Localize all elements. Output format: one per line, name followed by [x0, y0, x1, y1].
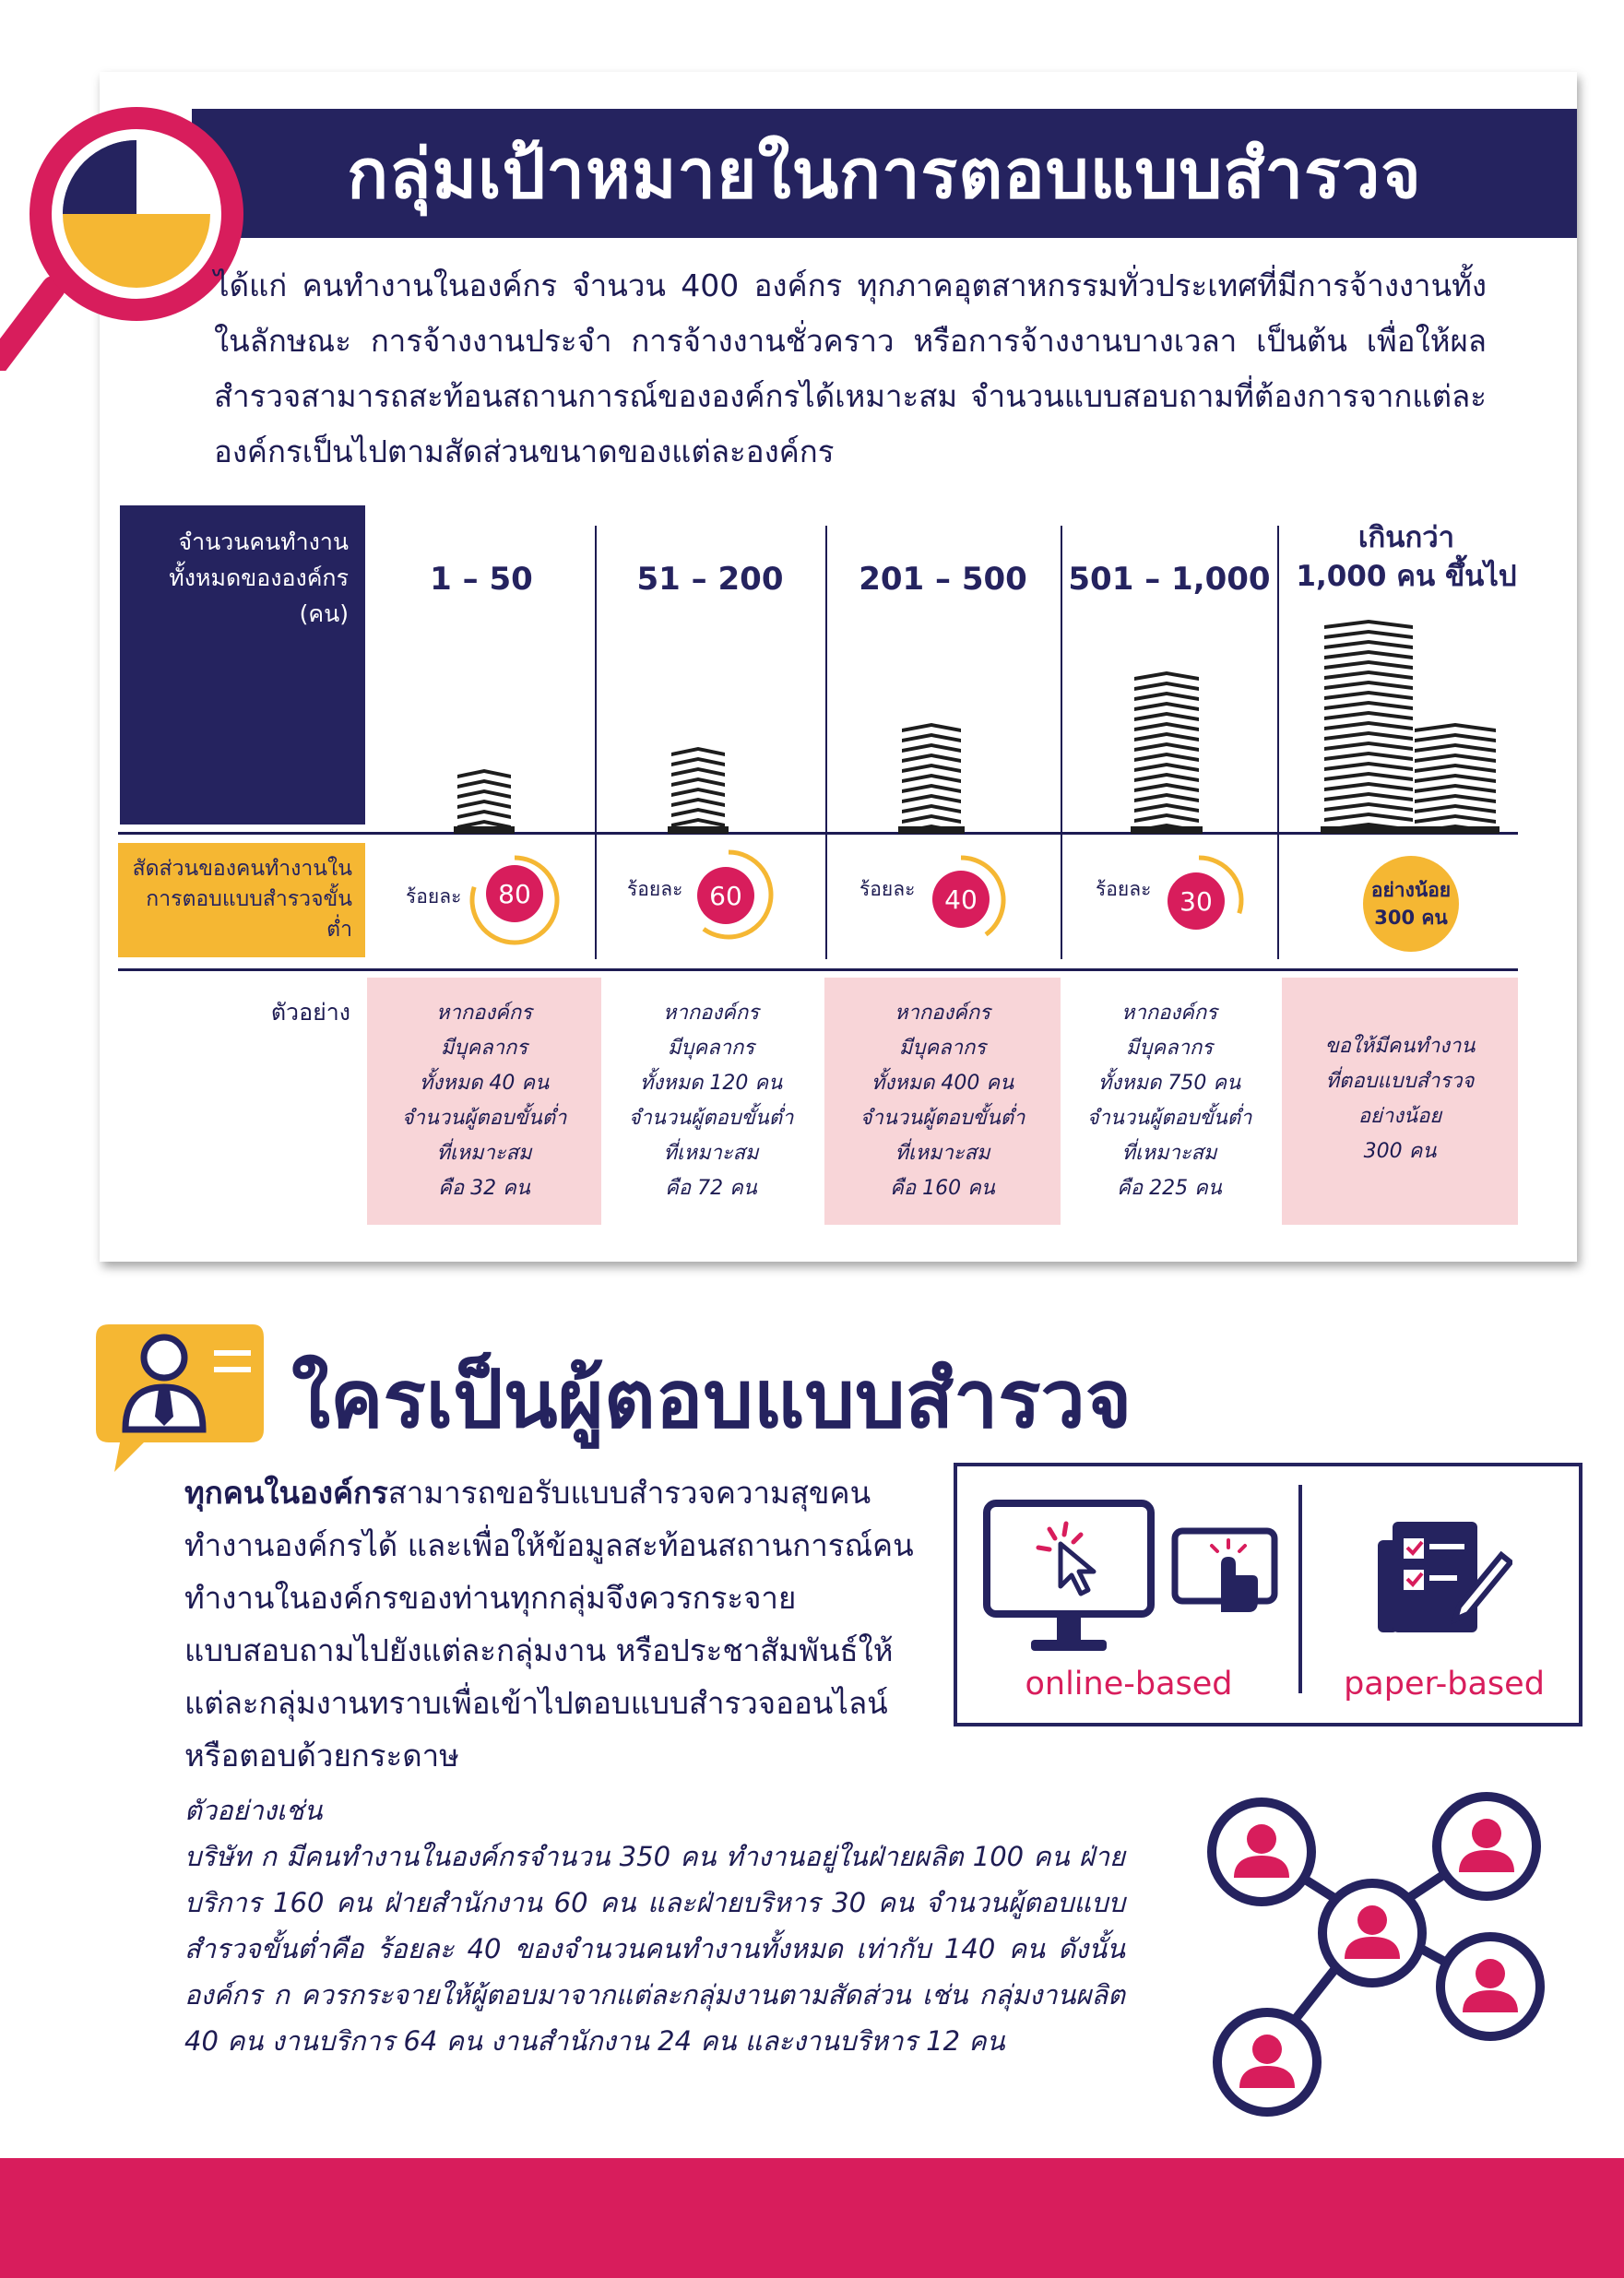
network-node	[1212, 1802, 1311, 1902]
method-divider	[1298, 1485, 1302, 1693]
example-box-3	[824, 978, 1061, 1225]
row-header-employees: จำนวนคนทำงานทั้งหมดขององค์กร (คน)	[120, 505, 365, 825]
col-head-2: 51 – 200	[636, 561, 784, 598]
example-line: 300 คน	[1363, 1140, 1437, 1163]
respondent-chat-icon	[89, 1321, 267, 1474]
building-tower	[1411, 723, 1500, 834]
example-line: มีบุคลากร	[440, 1037, 528, 1060]
ratio-min-line2: 300 คน	[1374, 907, 1448, 929]
section2-text-rest: สามารถขอรับแบบสำรวจความสุขคนทำงานองค์กรได้ และเพื่อให้ข้อมูลสะท้อนสถานการณ์คนทำงานในองค์กรของท่านทุกกลุ่มจึงควรกระจายแบบสอบถามไปยังแต่ละกลุ่มงาน หรือประชาสัมพันธ์ให้แต่ละกลุ่มงานทราบเพื่อเข้าไปตอบแบบสำรวจออนไลน์หรือตอบด้วยกระดาษ	[184, 1475, 914, 1774]
row-header-example: ตัวอย่าง	[270, 999, 350, 1026]
ratio-value: 60	[697, 867, 754, 924]
example-line: ขอให้มีคนทำงาน	[1324, 1035, 1476, 1058]
footer-bar	[0, 2158, 1624, 2278]
section2-text	[184, 1466, 933, 1782]
example-line: ทั้งหมด 120 คน	[639, 1072, 783, 1095]
computer-click-icon	[981, 1498, 1156, 1660]
network-node	[1440, 1937, 1540, 2036]
example-line: ทั้งหมด 40 คน	[419, 1072, 550, 1095]
example-line: คือ 72 คน	[665, 1177, 757, 1200]
col-divider	[825, 526, 827, 959]
network-node	[1217, 2012, 1317, 2112]
example-line: อย่างน้อย	[1357, 1105, 1442, 1128]
example-line: หากองค์กร	[663, 1002, 759, 1025]
ratio-min-300	[1363, 856, 1459, 952]
col-head-5	[1282, 518, 1531, 596]
example-line: ทั้งหมด 400 คน	[871, 1072, 1014, 1095]
building-icon-large	[895, 719, 968, 834]
network-node	[1437, 1797, 1536, 1896]
example-line: ทั้งหมด 750 คน	[1097, 1072, 1241, 1095]
example-box-5	[1282, 978, 1518, 1225]
example-line: ที่เหมาะสม	[663, 1142, 759, 1165]
section1-title	[192, 109, 1577, 238]
example-line: คือ 225 คน	[1117, 1177, 1222, 1200]
example-box-1	[367, 978, 601, 1225]
example-box-4	[1062, 978, 1276, 1225]
section1-intro: ได้แก่ คนทำงานในองค์กร จำนวน 400 องค์กร ทุกภาคอุตสาหกรรมทั่วประเทศที่มีการจ้างงานทั้งในลักษณะ การจ้างงานประจำ การจ้างงานชั่วคราว หรือการจ้างงานบางเวลา เป็นต้น เพื่อให้ผลสำรวจสามารถสะท้อนสถานการณ์ขององค์กรได้เหมาะสม จำนวนแบบสอบถามที่ต้องการจากแต่ละองค์กรเป็นไปตามสัดส่วนขนาดของแต่ละองค์กร	[214, 267, 1487, 469]
tablet-touch-icon	[1171, 1527, 1280, 1629]
section2-text-bold: ทุกคนในองค์กร	[184, 1475, 388, 1511]
building-tower	[1321, 620, 1417, 834]
building-tower	[454, 769, 515, 834]
example-line: จำนวนผู้ตอบขั้นต่ำ	[859, 1107, 1025, 1130]
example-line: คือ 160 คน	[890, 1177, 995, 1200]
ratio-prefix: ร้อยละ	[627, 878, 683, 900]
example-line: ที่เหมาะสม	[1121, 1142, 1217, 1165]
example-line: มีบุคลากร	[1125, 1037, 1214, 1060]
example-line: มีบุคลากร	[667, 1037, 755, 1060]
online-based-label: online-based	[1025, 1666, 1233, 1703]
network-node	[1322, 1883, 1422, 1983]
example-line: หากองค์กร	[895, 1002, 990, 1025]
paper-checklist-icon	[1374, 1518, 1512, 1638]
example-box-2	[601, 978, 821, 1225]
example-paragraph: บริษัท ก มีคนทำงานในองค์กรจำนวน 350 คน ทำงานอยู่ในฝ่ายผลิต 100 คน ฝ่ายบริการ 160 คน ฝ่ายสำนักงาน 60 คน และฝ่ายบริหาร 30 คน จำนวนผู้ตอบแบบสำรวจขั้นต่ำคือ ร้อยละ 40 ของจำนวนคนทำงานทั้งหมด เท่ากับ 140 คน ดังนั้น องค์กร ก ควรกระจายให้ผู้ตอบมาจากแต่ละกลุ่มงานตามสัดส่วน เช่น กลุ่มงานผลิต 40 คน งานบริการ 64 คน งานสำนักงาน 24 คน และงานบริหาร 12 คน	[184, 1841, 1125, 2057]
example-line: จำนวนผู้ตอบขั้นต่ำ	[1086, 1107, 1252, 1130]
building-icon-tall	[1125, 668, 1208, 834]
ratio-prefix: ร้อยละ	[859, 878, 916, 900]
section2-title: ใครเป็นผู้ตอบแบบสำรวจ	[291, 1354, 1132, 1446]
paper-based-label: paper-based	[1344, 1666, 1545, 1703]
ratio-value: 40	[932, 871, 990, 928]
row-header-ratio: สัดส่วนของคนทำงานในการตอบแบบสำรวจขั้นต่ำ	[118, 843, 365, 957]
ratio-value: 80	[486, 865, 543, 922]
ratio-value: 30	[1168, 872, 1225, 930]
building-icon-small	[452, 765, 516, 834]
building-icon-twin	[1313, 616, 1507, 834]
table-divider-top	[118, 832, 1518, 835]
ratio-prefix: ร้อยละ	[1096, 878, 1152, 900]
example-line: หากองค์กร	[1121, 1002, 1217, 1025]
example-line: จำนวนผู้ตอบขั้นต่ำ	[628, 1107, 794, 1130]
example-line: คือ 32 คน	[438, 1177, 530, 1200]
magnifier-pie-icon	[0, 57, 249, 371]
example-line: มีบุคลากร	[898, 1037, 987, 1060]
people-network-icon	[1171, 1786, 1577, 2127]
building-tower	[898, 723, 965, 834]
example-line: จำนวนผู้ตอบขั้นต่ำ	[401, 1107, 567, 1130]
section1-title-text: กลุ่มเป้าหมายในการตอบแบบสำรวจ	[347, 135, 1422, 214]
building-tower	[1131, 671, 1203, 834]
ratio-prefix: ร้อยละ	[406, 885, 462, 908]
col-divider	[1277, 526, 1279, 959]
example-heading: ตัวอย่างเช่น	[184, 1795, 323, 1826]
building-icon-medium	[666, 743, 730, 834]
example-line: ที่เหมาะสม	[436, 1142, 532, 1165]
col-head-5-line1: เกินกว่า	[1357, 521, 1455, 554]
col-head-1: 1 – 50	[430, 561, 533, 598]
col-divider	[595, 526, 597, 959]
example-line: หากองค์กร	[436, 1002, 532, 1025]
building-tower	[668, 747, 729, 834]
example-line: ที่เหมาะสม	[895, 1142, 990, 1165]
table-divider-bottom	[118, 968, 1518, 971]
example-line: ที่ตอบแบบสำรวจ	[1325, 1070, 1475, 1093]
col-head-3: 201 – 500	[859, 561, 1027, 598]
ratio-min-line1: อย่างน้อย	[1370, 879, 1452, 901]
col-head-4: 501 – 1,000	[1068, 561, 1271, 598]
col-head-5-line2: 1,000 คน ขึ้นไป	[1296, 560, 1517, 593]
